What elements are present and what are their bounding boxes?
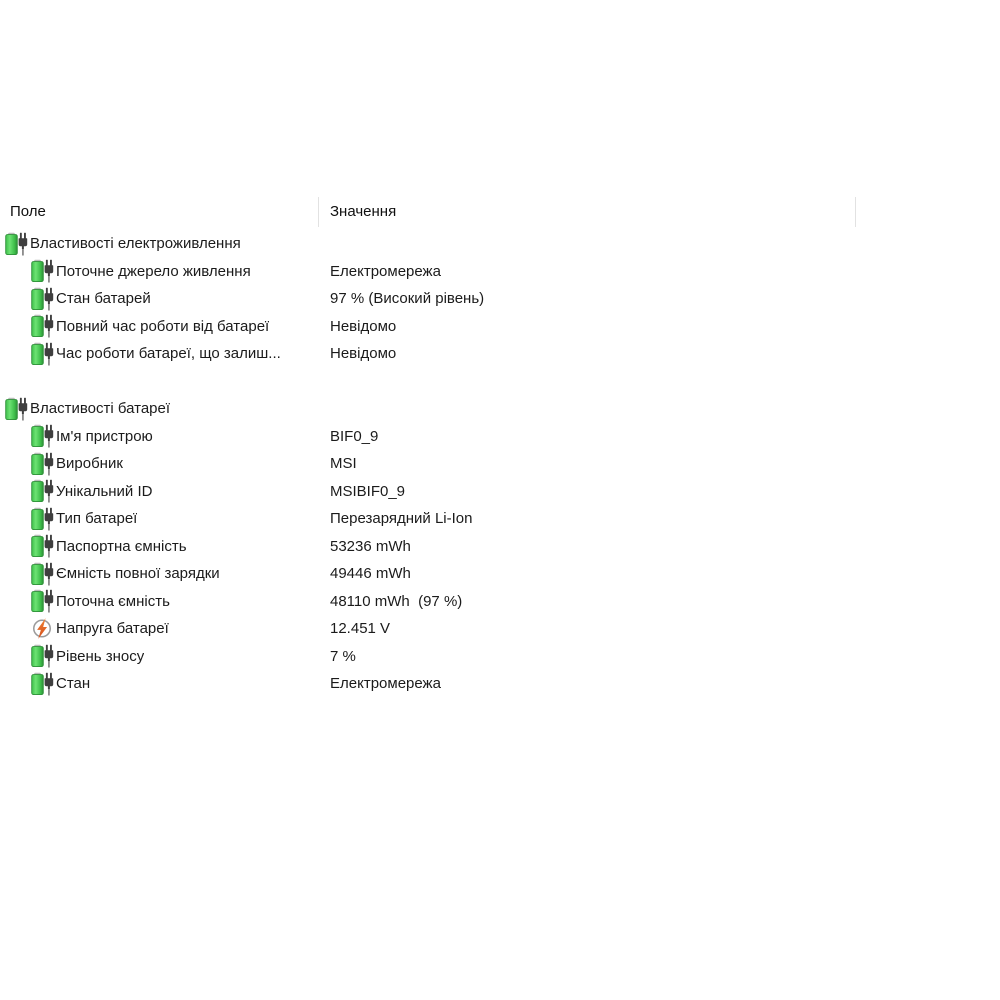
property-row[interactable] <box>0 533 1000 561</box>
battery-plug-icon <box>31 342 54 366</box>
field-cell <box>0 534 330 558</box>
battery-plug-icon-wrap <box>30 424 54 448</box>
battery-plug-icon-wrap <box>30 589 54 613</box>
property-row[interactable] <box>0 450 1000 478</box>
field-cell <box>0 507 330 531</box>
property-row[interactable] <box>0 258 1000 286</box>
field-label: Поточна ємність <box>56 592 170 610</box>
value-cell: Невідомо <box>330 317 397 335</box>
column-header-value[interactable]: Значення <box>330 203 397 220</box>
battery-plug-icon <box>31 287 54 311</box>
value-cell: 53236 mWh <box>330 537 411 555</box>
battery-plug-icon-wrap <box>30 452 54 476</box>
value-cell: 49446 mWh <box>330 565 411 583</box>
value-cell: Електромережа <box>330 675 441 693</box>
field-cell <box>0 479 330 503</box>
property-row[interactable] <box>0 423 1000 451</box>
field-cell <box>0 562 330 586</box>
battery-plug-icon-wrap <box>30 342 54 366</box>
field-label: Поточне джерело живлення <box>56 262 251 280</box>
property-row[interactable] <box>0 340 1000 368</box>
battery-plug-icon <box>31 672 54 696</box>
property-row[interactable] <box>0 313 1000 341</box>
field-label: Тип батареї <box>56 510 138 528</box>
property-row[interactable] <box>0 588 1000 616</box>
field-cell <box>0 232 330 256</box>
property-row[interactable] <box>0 285 1000 313</box>
value-cell: 97 % (Високий рівень) <box>330 290 485 308</box>
battery-plug-icon <box>31 259 54 283</box>
battery-plug-icon-wrap <box>4 232 28 256</box>
field-cell <box>0 397 330 421</box>
field-label: Паспортна ємність <box>56 537 187 555</box>
property-row[interactable] <box>0 478 1000 506</box>
column-divider[interactable] <box>855 197 856 227</box>
battery-plug-icon <box>31 479 54 503</box>
field-label: Напруга батареї <box>56 620 169 638</box>
battery-plug-icon <box>5 232 28 256</box>
battery-plug-icon-wrap <box>30 534 54 558</box>
battery-plug-icon-wrap <box>30 287 54 311</box>
battery-plug-icon <box>31 589 54 613</box>
value-cell: 12.451 V <box>330 620 391 638</box>
section-row[interactable] <box>0 395 1000 423</box>
battery-plug-icon-wrap <box>30 672 54 696</box>
voltage-icon <box>31 617 53 640</box>
battery-plug-icon <box>5 397 28 421</box>
section-row[interactable] <box>0 230 1000 258</box>
battery-plug-icon-wrap <box>4 397 28 421</box>
value-cell: Електромережа <box>330 262 441 280</box>
battery-plug-icon-wrap <box>30 259 54 283</box>
battery-plug-icon <box>31 534 54 558</box>
column-divider[interactable] <box>318 197 319 227</box>
field-label: Повний час роботи від батареї <box>56 317 270 335</box>
battery-plug-icon-wrap <box>30 562 54 586</box>
battery-plug-icon <box>31 314 54 338</box>
property-row[interactable] <box>0 505 1000 533</box>
field-label: Час роботи батареї, що залиш... <box>56 345 281 363</box>
field-cell <box>0 342 330 366</box>
field-cell <box>0 589 330 613</box>
section-spacer <box>0 368 1000 396</box>
battery-plug-icon-wrap <box>30 314 54 338</box>
battery-plug-icon-wrap <box>30 644 54 668</box>
value-cell: 7 % <box>330 647 356 665</box>
battery-plug-icon <box>31 562 54 586</box>
property-row[interactable] <box>0 615 1000 643</box>
field-cell <box>0 617 330 641</box>
field-label: Властивості електроживлення <box>30 235 241 253</box>
field-cell <box>0 424 330 448</box>
column-header-field[interactable]: Поле <box>10 203 46 220</box>
field-cell <box>0 452 330 476</box>
battery-plug-icon <box>31 507 54 531</box>
battery-plug-icon-wrap <box>30 479 54 503</box>
field-label: Стан <box>56 675 91 693</box>
field-cell <box>0 259 330 283</box>
value-cell: 48110 mWh (97 %) <box>330 592 463 610</box>
value-cell: MSI <box>330 455 357 473</box>
value-cell: BIF0_9 <box>330 427 379 445</box>
field-cell <box>0 672 330 696</box>
battery-plug-icon <box>31 452 54 476</box>
field-label: Ім'я пристрою <box>56 427 153 445</box>
property-list <box>0 230 1000 698</box>
field-label: Ємність повної зарядки <box>56 565 220 583</box>
field-label: Рівень зносу <box>56 647 145 665</box>
value-cell: MSIBIF0_9 <box>330 482 406 500</box>
property-row[interactable] <box>0 560 1000 588</box>
field-cell <box>0 314 330 338</box>
field-cell <box>0 644 330 668</box>
property-row[interactable] <box>0 643 1000 671</box>
list-header <box>0 196 1000 228</box>
value-cell: Невідомо <box>330 345 397 363</box>
field-label: Унікальний ID <box>56 482 153 500</box>
property-row[interactable] <box>0 670 1000 698</box>
battery-plug-icon-wrap <box>30 507 54 531</box>
field-label: Виробник <box>56 455 123 473</box>
field-label: Стан батарей <box>56 290 151 308</box>
value-cell: Перезарядний Li-Ion <box>330 510 473 528</box>
field-cell <box>0 287 330 311</box>
field-label: Властивості батареї <box>30 400 171 418</box>
battery-plug-icon <box>31 644 54 668</box>
battery-plug-icon <box>31 424 54 448</box>
voltage-icon-wrap <box>30 617 54 641</box>
